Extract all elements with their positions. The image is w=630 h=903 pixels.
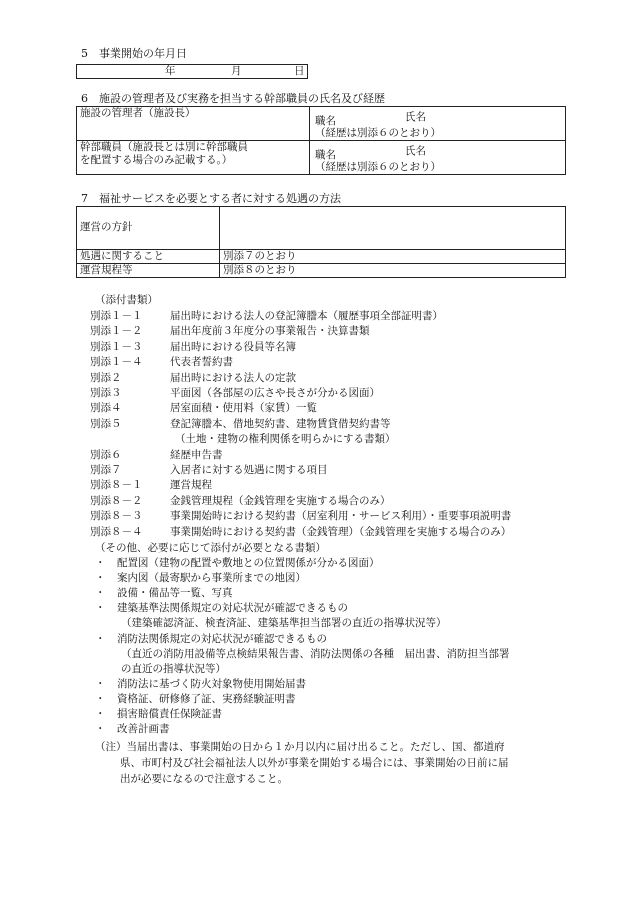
staff-label-cell	[77, 141, 310, 175]
bullet-icon: ・	[95, 692, 106, 705]
attachment-text: 届出時における役員等名簿	[170, 340, 296, 353]
other-document-text: 設備・備品等一覧、写真	[117, 587, 233, 600]
other-document-text: 消防法に基づく防火対象物使用開始届書	[117, 677, 306, 690]
treatment-value-cell[interactable]	[220, 250, 566, 264]
note-line-3: 出が必要になるので注意すること。	[120, 773, 288, 785]
bullet-icon: ・	[95, 708, 106, 720]
rules-value-cell[interactable]	[220, 264, 566, 278]
other-document-text: 建築基準法関係規定の対応状況が確認できるもの	[117, 602, 348, 615]
manager-info-cell[interactable]	[310, 107, 566, 141]
attachment-text: 事業開始時における契約書（居室利用・サービス利用）・重要事項説明書	[170, 510, 512, 523]
manager-label: 施設の管理者（施設長）	[80, 107, 196, 119]
attachment-text: 経歴申告書	[170, 448, 223, 461]
staff-career: （経歴は別添６のとおり）	[315, 161, 441, 174]
other-document-text: 消防法関係規定の対応状況が確認できるもの	[117, 632, 327, 645]
other-document-text: の直近の指導状況等）	[121, 662, 226, 675]
policy-value-cell[interactable]	[220, 207, 566, 250]
month-label: 月	[231, 65, 242, 77]
attachment-text: 届出時における法人の登記簿謄本（履歴事項全部証明書）	[170, 310, 443, 322]
other-document-text: 改善計画書	[117, 723, 170, 736]
treatment-label-cell	[77, 250, 220, 264]
attachment-label: 別添４	[90, 402, 122, 415]
attachment-label: 別添８－３	[90, 510, 143, 523]
attachment-text: 届出年度前３年度分の事業報告・決算書類	[170, 325, 370, 338]
attachment-text: 運営規程	[170, 479, 212, 492]
note-line-1: （注）当届出書は、事業開始の日から１か月以内に届け出ること。ただし、国、都道府	[95, 741, 505, 753]
attachment-text: 居室面積・使用料（家賃）一覧	[170, 402, 317, 415]
manager-table	[76, 106, 566, 175]
attachment-label: 別添７	[90, 464, 122, 476]
attachment-label: 別添６	[90, 448, 122, 461]
attachment-text: （土地・建物の権利関係を明らかにする書類）	[175, 433, 396, 446]
attachment-label: 別添２	[90, 371, 122, 384]
staff-info-cell[interactable]	[310, 141, 566, 175]
section-7-title: 7 福祉サービスを必要とする者に対する処遇の方法	[81, 192, 341, 205]
manager-name-label: 氏名	[405, 111, 426, 123]
bullet-icon: ・	[95, 587, 106, 600]
bullet-icon: ・	[95, 677, 106, 690]
start-date-field[interactable]	[76, 64, 308, 79]
attachment-text: 事業開始時における契約書（金銭管理）（金銭管理を実施する場合のみ）	[170, 525, 512, 538]
attachments-heading: （添付書類）	[95, 294, 158, 306]
other-document-text: 資格証、研修修了証、実務経験証明書	[117, 692, 296, 705]
attachment-text: 届出時における法人の定款	[170, 371, 296, 384]
manager-post-label: 職名	[315, 115, 336, 127]
bullet-icon: ・	[95, 723, 106, 736]
attachment-text: 金銭管理規程（金銭管理を実施する場合のみ）	[170, 494, 391, 507]
year-label: 年	[165, 65, 176, 77]
bullet-icon: ・	[95, 572, 106, 585]
bullet-icon: ・	[95, 557, 106, 569]
others-heading: （その他、必要に応じて添付が必要となる書類）	[95, 542, 326, 554]
treatment-value: 別添７のとおり	[223, 250, 297, 262]
manager-career: （経歴は別添６のとおり）	[315, 127, 441, 139]
policy-label-cell	[77, 207, 220, 250]
bullet-icon: ・	[95, 602, 106, 615]
staff-name-label: 氏名	[405, 145, 426, 158]
other-document-text: 配置図（建物の配置や敷地との位置関係が分かる図面）	[117, 557, 380, 569]
staff-label-line1: 幹部職員（施設長とは別に幹部職員	[80, 141, 248, 154]
attachment-text: 平面図（各部屋の広さや長さが分かる図面）	[170, 387, 380, 399]
other-document-text: （建築確認済証、検査済証、建築基準担当部署の直近の指導状況等）	[121, 617, 447, 630]
attachment-label: 別添３	[90, 387, 122, 399]
section-5-title: 5 事業開始の年月日	[81, 47, 187, 60]
other-document-text: （直近の消防用設備等点検結果報告書、消防法関係の各種 届出書、消防担当部署	[121, 647, 510, 660]
attachment-text: 代表者誓約書	[170, 356, 233, 369]
other-document-text: 案内図（最寄駅から事業所までの地図）	[117, 572, 306, 585]
section-6-title: 6 施設の管理者及び実務を担当する幹部職員の氏名及び経歴	[81, 92, 385, 105]
treatment-table	[76, 206, 566, 278]
attachment-text: 登記簿謄本、借地契約書、建物賃貸借契約書等	[170, 417, 391, 430]
bullet-icon: ・	[95, 632, 106, 645]
manager-label-cell	[77, 107, 310, 141]
rules-label-cell	[77, 264, 220, 278]
attachment-label: 別添８－４	[90, 525, 143, 538]
attachment-label: 別添５	[90, 417, 122, 430]
attachment-label: 別添１－１	[90, 310, 143, 322]
attachment-label: 別添１－３	[90, 340, 143, 353]
attachment-label: 別添１－２	[90, 325, 143, 338]
policy-label: 運営の方針	[80, 221, 133, 234]
rules-value: 別添８のとおり	[223, 264, 297, 277]
attachment-label: 別添１－４	[90, 356, 143, 369]
attachment-label: 別添８－１	[90, 479, 143, 492]
rules-label: 運営規程等	[80, 264, 133, 277]
note-line-2: 県、市町村及び社会福祉法人以外が事業を開始する場合には、事業開始の日前に届	[120, 757, 509, 769]
other-document-text: 損害賠償責任保険証書	[117, 708, 222, 720]
attachment-text: 入居者に対する処遇に関する項目	[170, 464, 328, 476]
treatment-label: 処遇に関すること	[80, 250, 164, 262]
day-label: 日	[294, 65, 305, 77]
attachment-label: 別添８－２	[90, 494, 143, 507]
staff-label-line2: を配置する場合のみ記載する。）	[80, 154, 233, 167]
staff-post-label: 職名	[315, 149, 336, 162]
